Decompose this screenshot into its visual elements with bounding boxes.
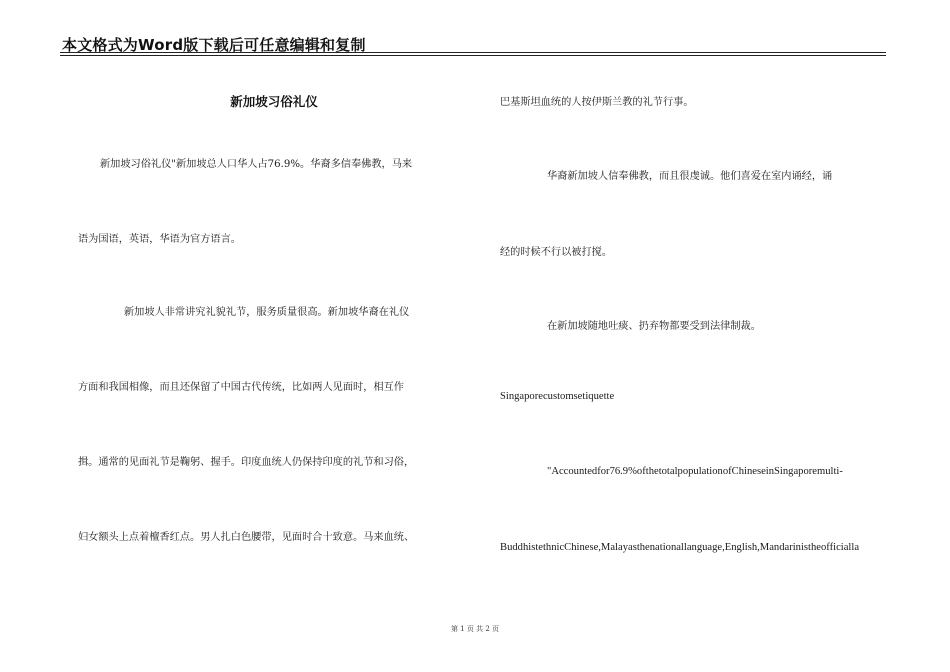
page-number: 第 1 页 共 2 页	[450, 625, 500, 633]
paragraph-line: 新加坡人非常讲究礼貌礼节，服务质量很高。新加坡华裔在礼仪	[124, 307, 410, 318]
english-title-line: Singaporecustomsetiquette	[500, 391, 615, 402]
paragraph-line: 揖。通常的见面礼节是鞠躬、握手。印度血统人仍保持印度的礼节和习俗，	[78, 457, 415, 468]
header-rule-top	[60, 52, 886, 53]
paragraph-line: 新加坡习俗礼仪"新加坡总人口华人占76.9%。华裔多信奉佛教，马来	[100, 159, 413, 170]
paragraph-line: 语为国语，英语，华语为官方语言。	[78, 234, 241, 245]
paragraph-line: 妇女额头上点着檀香红点。男人扎白色腰带，见面时合十致意。马来血统、	[78, 532, 415, 543]
header-rule-bottom	[60, 55, 886, 56]
paragraph-line: 在新加坡随地吐痰、扔弃物都要受到法律制裁。	[547, 321, 761, 332]
english-paragraph-line: "Accountedfor76.9%ofthetotalpopulationofChineseinSingaporemulti-	[547, 466, 843, 477]
paragraph-line: 华裔新加坡人信奉佛教，而且很虔诚。他们喜爱在室内诵经，诵	[547, 171, 833, 182]
paragraph-line: 经的时候不行以被打搅。	[500, 247, 613, 258]
article-title: 新加坡习俗礼仪	[230, 94, 318, 109]
paragraph-line: 巴基斯坦血统的人按伊斯兰教的礼节行事。	[500, 97, 694, 108]
english-paragraph-line: BuddhistethnicChinese,Malayasthenationallanguage,English,Mandarinistheofficialla	[500, 542, 860, 553]
paragraph-line: 方面和我国相像，而且还保留了中国古代传统，比如两人见面时，相互作	[78, 382, 404, 393]
document-header: 本文格式为Word版下载后可任意编辑和复制	[62, 36, 366, 54]
